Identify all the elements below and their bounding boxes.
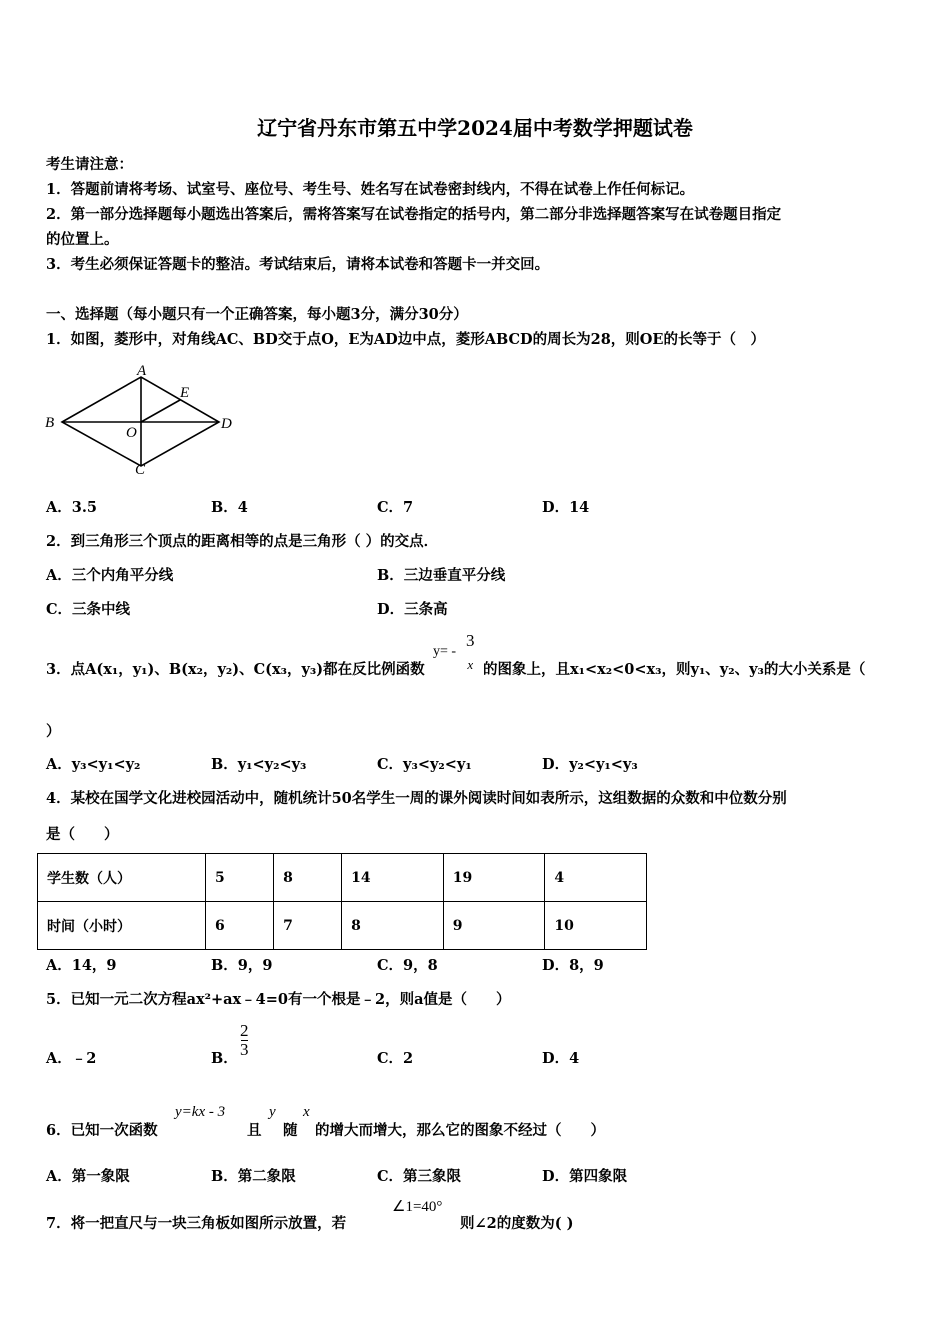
table-row: [38, 902, 647, 950]
q3-stem-b: 的图象上，且x₁<x₂<0<x₃，则y₁、y₂、y₃的大小关系是（: [483, 661, 866, 678]
q5-stem: 5．已知一元二次方程ax²+ax﹣4=0有一个根是﹣2，则a值是（ ）: [46, 991, 511, 1008]
q5-option-d[interactable]: D．4: [542, 1050, 580, 1067]
label-d: D: [221, 416, 232, 432]
notice-line-2: 2．第一部分选择题每小题选出答案后，需将答案写在试卷指定的括号内，第二部分非选择题答案写在试卷题目指定: [46, 206, 782, 223]
q6-var-y: y: [269, 1104, 276, 1120]
q4-stem-a: 4．某校在国学文化进校园活动中，随机统计50名学生一周的课外阅读时间如表所示，这组数据的众数和中位数分别: [46, 790, 787, 807]
q3-stem-a: 3．点A(x₁，y₁)、B(x₂，y₂)、C(x₃，y₃)都在反比例函数: [46, 661, 425, 678]
table-cell: 10: [545, 902, 647, 950]
label-c: C: [135, 462, 146, 478]
label-e: E: [180, 385, 190, 401]
rhombus-figure: [40, 360, 240, 478]
q5-option-a[interactable]: A．﹣2: [46, 1050, 97, 1067]
table-cell: 时间（小时）: [38, 902, 206, 950]
q1-option-c[interactable]: C．7: [377, 499, 414, 516]
label-a: A: [137, 363, 147, 379]
q4-option-c[interactable]: C．9，8: [377, 957, 438, 974]
q6-stem-d: 的增大而增大，那么它的图象不经过（ ）: [315, 1122, 605, 1139]
q4-option-d[interactable]: D．8，9: [542, 957, 604, 974]
q5-frac-num: 2: [240, 1021, 249, 1040]
section-heading: 一、选择题（每小题只有一个正确答案，每小题3分，满分30分）: [46, 306, 468, 323]
q6-stem-c: 随: [283, 1122, 298, 1139]
page-title: 辽宁省丹东市第五中学2024届中考数学押题试卷: [257, 116, 693, 140]
table-cell: 7: [274, 902, 342, 950]
table-cell: 8: [274, 854, 342, 902]
q1-option-b[interactable]: B．4: [211, 499, 248, 516]
table-cell: 14: [342, 854, 444, 902]
q3-option-a[interactable]: A．y₃<y₁<y₂: [46, 756, 141, 773]
q2-stem: 2．到三角形三个顶点的距离相等的点是三角形（ ）的交点．: [46, 533, 439, 550]
reading-time-table: [37, 853, 647, 950]
q6-stem-a: 6．已知一次函数: [46, 1122, 158, 1139]
q2-option-c[interactable]: C．三条中线: [46, 601, 131, 618]
q3-formula-fraction: [466, 632, 475, 674]
q5-frac-den: 3: [240, 1040, 249, 1059]
segment-oe: [141, 400, 180, 422]
table-cell: 学生数（人）: [38, 854, 206, 902]
q3-formula-num: 3: [466, 631, 475, 650]
notice-line-3: 3．考生必须保证答题卡的整洁。考试结束后，请将本试卷和答题卡一并交回。: [46, 256, 550, 273]
q5-option-b[interactable]: B．: [211, 1050, 238, 1067]
table-cell: 4: [545, 854, 647, 902]
notice-line-2-cont: 的位置上。: [46, 231, 119, 248]
table-cell: 19: [443, 854, 545, 902]
label-b: B: [45, 415, 55, 431]
table-cell: 9: [443, 902, 545, 950]
q7-stem-a: 7．将一把直尺与一块三角板如图所示放置，若: [46, 1215, 347, 1232]
q6-option-b[interactable]: B．第二象限: [211, 1168, 296, 1185]
q2-option-b[interactable]: B．三边垂直平分线: [377, 567, 506, 584]
q3-option-b[interactable]: B．y₁<y₂<y₃: [211, 756, 307, 773]
table-cell: 6: [206, 902, 274, 950]
q6-formula: y=kx - 3: [175, 1104, 226, 1120]
q3-option-d[interactable]: D．y₂<y₁<y₃: [542, 756, 638, 773]
q3-formula-den: x: [467, 657, 474, 672]
q1-stem: 1．如图，菱形中，对角线AC、BD交于点O，E为AD边中点，菱形ABCD的周长为28，则OE的长等于（ ）: [46, 331, 765, 348]
table-cell: 8: [342, 902, 444, 950]
q2-option-a[interactable]: A．三个内角平分线: [46, 567, 174, 584]
q6-option-d[interactable]: D．第四象限: [542, 1168, 628, 1185]
q1-option-a[interactable]: A．3.5: [46, 499, 97, 516]
q6-option-c[interactable]: C．第三象限: [377, 1168, 462, 1185]
notice-heading: 考生请注意：: [46, 156, 133, 173]
q3-stem-c: ）: [46, 723, 61, 740]
q1-option-d[interactable]: D．14: [542, 499, 590, 516]
table-cell: 5: [206, 854, 274, 902]
q6-stem-b: 且: [247, 1122, 262, 1139]
q7-formula: ∠1=40°: [392, 1199, 443, 1215]
q4-option-b[interactable]: B．9，9: [211, 957, 273, 974]
q5-option-b-fraction: [240, 1022, 249, 1059]
q2-option-d[interactable]: D．三条高: [377, 601, 448, 618]
label-o: O: [126, 425, 137, 441]
q6-var-x: x: [303, 1104, 310, 1120]
q5-option-c[interactable]: C．2: [377, 1050, 414, 1067]
q3-formula-lhs: y= -: [433, 644, 457, 659]
q6-option-a[interactable]: A．第一象限: [46, 1168, 130, 1185]
q4-stem-b: 是（ ）: [46, 826, 119, 843]
q7-stem-b: 则∠2的度数为( ): [460, 1215, 574, 1232]
notice-line-1: 1．答题前请将考场、试室号、座位号、考生号、姓名写在试卷密封线内，不得在试卷上作任何标记。: [46, 181, 695, 198]
table-row: [38, 854, 647, 902]
q3-option-c[interactable]: C．y₃<y₂<y₁: [377, 756, 472, 773]
q4-option-a[interactable]: A．14，9: [46, 957, 117, 974]
